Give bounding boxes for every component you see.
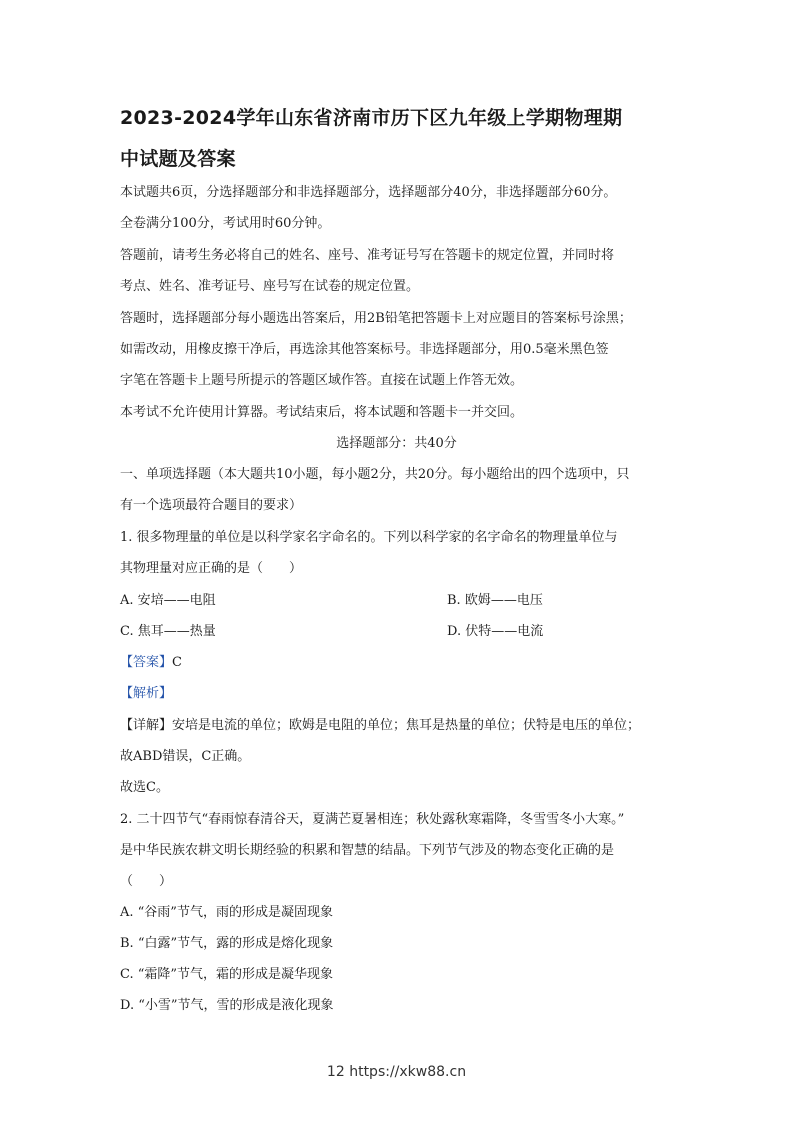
instruction-line: 如需改动，用橡皮擦干净后，再选涂其他答案标号。非选择题部分，用0.5毫米黑色签 bbox=[120, 342, 609, 357]
detail-text: 安培是电流的单位；欧姆是电阻的单位；焦耳是热量的单位；伏特是电压的单位； bbox=[172, 718, 641, 733]
analysis-line bbox=[120, 685, 172, 703]
option-c: C. 焦耳——热量 bbox=[120, 624, 216, 639]
instruction-line: 考点、姓名、准考证号、座号写在试卷的规定位置。 bbox=[120, 279, 420, 294]
question-stem-line: 是中华民族农耕文明长期经验的积累和智慧的结晶。下列节气涉及的物态变化正确的是 bbox=[120, 843, 615, 858]
analysis-tag: 【解析】 bbox=[120, 686, 173, 701]
page-number: 12 bbox=[326, 1064, 345, 1080]
instruction-line: 本试题共6页，分选择题部分和非选择题部分，选择题部分40分，非选择题部分60分。 bbox=[120, 185, 617, 200]
footer-url: https://xkw88.cn bbox=[349, 1064, 467, 1080]
answer-tag: 【答案】 bbox=[120, 655, 173, 670]
option-a: A. 安培——电阻 bbox=[120, 593, 216, 608]
instruction-line: 字笔在答题卡上题号所提示的答题区域作答。直接在试题上作答无效。 bbox=[120, 373, 524, 388]
instruction-line: 答题前，请考生务必将自己的姓名、座号、准考证号写在答题卡的规定位置，并同时将 bbox=[120, 248, 615, 263]
detail-line-2: 故ABD错误，C正确。 bbox=[120, 749, 251, 764]
page-footer bbox=[0, 1064, 793, 1080]
question-stem-line: 其物理量对应正确的是（ ） bbox=[120, 561, 303, 576]
part-one-line: 有一个选项最符合题目的要求） bbox=[120, 498, 303, 513]
option-d: D. 伏特——电流 bbox=[447, 624, 544, 639]
question-stem-line: （ ） bbox=[120, 874, 173, 889]
title-line-1: 2023-2024学年山东省济南市历下区九年级上学期物理期 bbox=[120, 107, 623, 129]
option-a: A. “谷雨”节气，雨的形成是凝固现象 bbox=[120, 905, 333, 920]
instruction-line: 全卷满分100分，考试用时60分钟。 bbox=[120, 216, 331, 231]
option-c: C. “霜降”节气，霜的形成是凝华现象 bbox=[120, 967, 334, 982]
instruction-line: 答题时，选择题部分每小题选出答案后，用2B铅笔把答题卡上对应题目的答案标号涂黑； bbox=[120, 311, 632, 326]
detail-tag: 【详解】 bbox=[120, 718, 173, 733]
title-line-2: 中试题及答案 bbox=[120, 148, 236, 170]
detail-line bbox=[120, 717, 640, 735]
question-stem-line: 2. 二十四节气“春雨惊春清谷天，夏满芒夏暑相连；秋处露秋寒霜降，冬雪雪冬小大寒。” bbox=[120, 812, 625, 827]
option-b: B. 欧姆——电压 bbox=[447, 593, 543, 608]
instruction-line: 本考试不允许使用计算器。考试结束后，将本试题和答题卡一并交回。 bbox=[120, 405, 524, 420]
question-stem-line: 1. 很多物理量的单位是以科学家名字命名的。下列以科学家的名字命名的物理量单位与 bbox=[120, 530, 618, 545]
answer-line bbox=[120, 654, 182, 672]
answer-value: C bbox=[172, 655, 182, 670]
part-one-line: 一、单项选择题（本大题共10小题，每小题2分，共20分。每小题给出的四个选项中，只 bbox=[120, 467, 630, 482]
option-d: D. “小雪”节气，雪的形成是液化现象 bbox=[120, 998, 334, 1013]
section-heading: 选择题部分：共40分 bbox=[336, 436, 457, 451]
option-b: B. “白露”节气，露的形成是熔化现象 bbox=[120, 936, 334, 951]
conclusion-line: 故选C。 bbox=[120, 780, 169, 795]
